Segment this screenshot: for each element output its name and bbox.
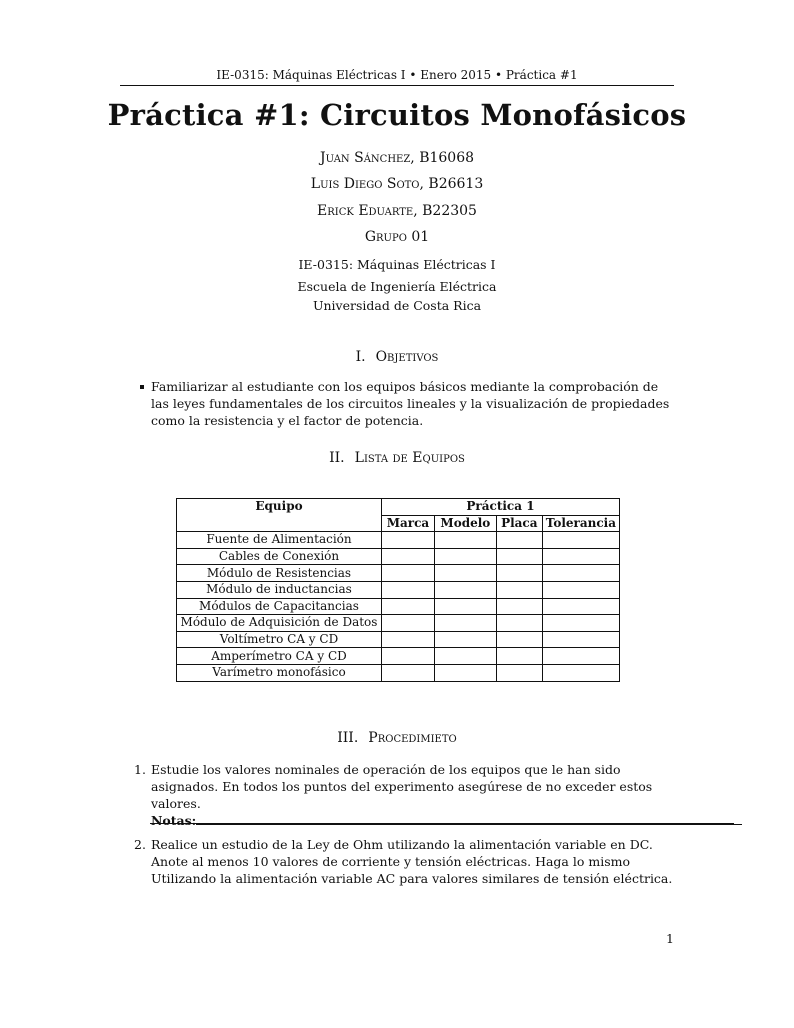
cell-tolerancia <box>542 532 619 549</box>
cell-tolerancia <box>542 664 619 681</box>
cell-modelo <box>434 532 496 549</box>
cell-placa <box>496 615 542 632</box>
header-rule <box>120 85 674 86</box>
section-heading-procedimiento <box>0 730 794 746</box>
section-name: Procedimieto <box>368 730 457 746</box>
header-equipo: Equipo <box>177 499 382 532</box>
cell-marca <box>381 548 434 565</box>
equipment-name: Módulo de Adquisición de Datos <box>177 615 382 632</box>
cell-marca <box>381 598 434 615</box>
list-item <box>134 836 680 887</box>
cell-placa <box>496 548 542 565</box>
cell-placa <box>496 598 542 615</box>
cell-marca <box>381 631 434 648</box>
affiliation-school: Escuela de Ingeniería Eléctrica <box>297 279 497 294</box>
equipment-name: Fuente de Alimentación <box>177 532 382 549</box>
cell-marca <box>381 664 434 681</box>
section-number: III. <box>337 730 359 746</box>
cell-marca <box>381 648 434 665</box>
equipment-name: Módulos de Capacitancias <box>177 598 382 615</box>
table-row <box>177 548 620 565</box>
list-item-text: Familiarizar al estudiante con los equipos básicos mediante la comprobación de las leyes fundamentales de los circuitos lineales y la visualización de propiedades como la resistencia y el factor de potencia. <box>151 379 670 428</box>
step-number: 2. <box>134 837 146 852</box>
step-text: Estudie los valores nominales de operación de los equipos que le han sido asignados. En todos los puntos del experimento asegúrese de no exceder estos valores. <box>151 762 653 811</box>
table-row <box>177 565 620 582</box>
page-title: Práctica #1: Circuitos Monofásicos <box>107 98 687 132</box>
cell-tolerancia <box>542 548 619 565</box>
cell-placa <box>496 581 542 598</box>
cell-modelo <box>434 615 496 632</box>
affiliation-university: Universidad de Costa Rica <box>312 298 482 313</box>
step-text: Realice un estudio de la Ley de Ohm utilizando la alimentación variable en DC. Anote al menos 10 valores de corriente y tensión eléctricas. Haga lo mismo Utilizando la alimentación variable AC para valores similares de tensión eléctrica. <box>151 837 673 886</box>
list-item <box>140 378 680 429</box>
cell-marca <box>381 565 434 582</box>
group-label: Grupo 01 <box>364 229 430 245</box>
running-header: IE-0315: Máquinas Eléctricas I • Enero 2015 • Práctica #1 <box>216 68 578 82</box>
section-number: I. <box>355 349 366 365</box>
table-row <box>177 664 620 681</box>
cell-modelo <box>434 565 496 582</box>
author-3: Erick Eduarte, B22305 <box>317 203 477 219</box>
table-header-row <box>177 499 620 516</box>
bullet-square-icon <box>140 385 144 389</box>
affiliation-course: IE-0315: Máquinas Eléctricas I <box>298 257 496 272</box>
notes-field-line-2[interactable] <box>150 823 734 824</box>
cell-placa <box>496 648 542 665</box>
list-item <box>134 761 680 829</box>
section-heading-equipos <box>0 450 794 466</box>
table-row <box>177 648 620 665</box>
cell-modelo <box>434 581 496 598</box>
cell-placa <box>496 532 542 549</box>
table-row <box>177 615 620 632</box>
cell-tolerancia <box>542 598 619 615</box>
cell-modelo <box>434 631 496 648</box>
table-row <box>177 631 620 648</box>
section-number: II. <box>329 450 345 466</box>
cell-placa <box>496 565 542 582</box>
cell-tolerancia <box>542 565 619 582</box>
table-row <box>177 532 620 549</box>
cell-marca <box>381 581 434 598</box>
table-row <box>177 581 620 598</box>
cell-tolerancia <box>542 648 619 665</box>
cell-marca <box>381 532 434 549</box>
cell-modelo <box>434 648 496 665</box>
header-modelo: Modelo <box>434 515 496 532</box>
procedure-step-2 <box>134 836 680 887</box>
header-tolerancia: Tolerancia <box>542 515 619 532</box>
equipment-name: Voltímetro CA y CD <box>177 631 382 648</box>
procedure-step-1 <box>134 761 680 829</box>
cell-placa <box>496 631 542 648</box>
equipment-name: Cables de Conexión <box>177 548 382 565</box>
notes-label: Notas: <box>151 813 197 828</box>
section-name: Objetivos <box>375 349 439 365</box>
equipment-name: Varímetro monofásico <box>177 664 382 681</box>
notes-row <box>151 812 680 829</box>
page-number: 1 <box>666 931 674 946</box>
header-practica: Práctica 1 <box>381 499 619 516</box>
objetivos-list <box>140 378 680 429</box>
cell-marca <box>381 615 434 632</box>
cell-tolerancia <box>542 581 619 598</box>
cell-modelo <box>434 664 496 681</box>
section-name: Lista de Equipos <box>354 450 465 466</box>
cell-tolerancia <box>542 615 619 632</box>
table-row <box>177 598 620 615</box>
header-placa: Placa <box>496 515 542 532</box>
header-marca: Marca <box>381 515 434 532</box>
cell-placa <box>496 664 542 681</box>
author-2: Luis Diego Soto, B26613 <box>310 176 484 192</box>
equipment-table <box>176 498 620 682</box>
section-heading-objetivos <box>0 349 794 365</box>
equipment-name: Módulo de Resistencias <box>177 565 382 582</box>
author-1: Juan Sánchez, B16068 <box>319 150 475 166</box>
step-number: 1. <box>134 762 146 777</box>
cell-modelo <box>434 598 496 615</box>
equipment-name: Módulo de inductancias <box>177 581 382 598</box>
cell-tolerancia <box>542 631 619 648</box>
cell-modelo <box>434 548 496 565</box>
equipment-name: Amperímetro CA y CD <box>177 648 382 665</box>
